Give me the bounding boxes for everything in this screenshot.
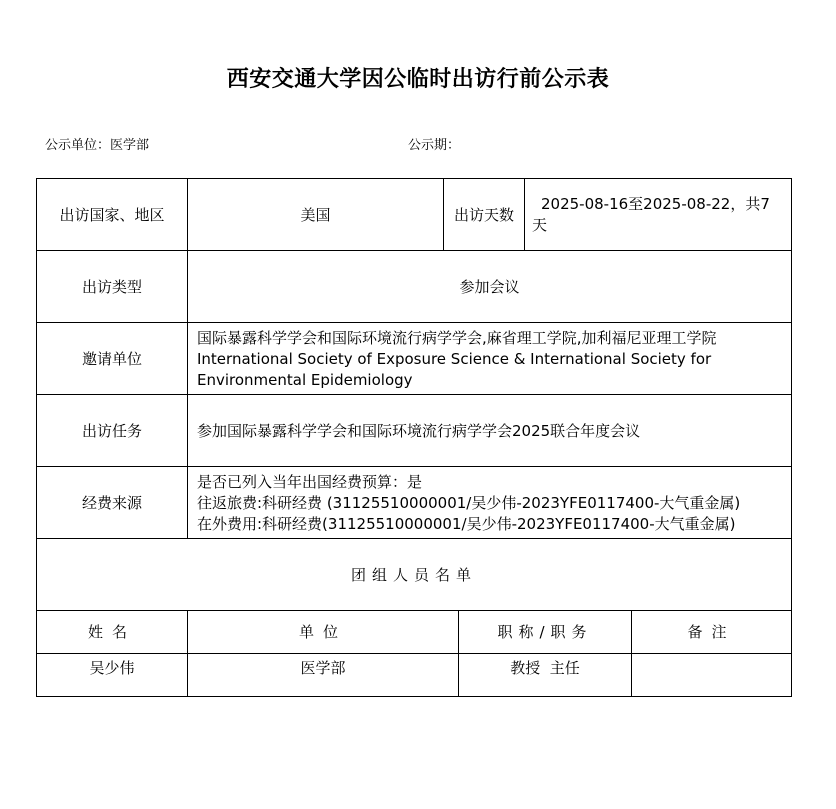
funding-line: 是否已列入当年出国经费预算：是: [197, 472, 423, 491]
member-title: 教授 主任: [510, 659, 580, 677]
member-name: 吴少伟: [89, 659, 135, 677]
disclosure-table: [36, 178, 792, 697]
member-note: [632, 654, 791, 696]
days-value-text: 2025-08-16至2025-08-22，共7天: [532, 195, 770, 234]
invite-value: [188, 323, 791, 395]
publication-period: 公示期：: [408, 138, 461, 153]
funding-value: [188, 467, 791, 539]
task-value: 参加国际暴露科学学会和国际环境流行病学学会2025联合年度会议: [197, 421, 641, 440]
members-col-note: 备注: [687, 623, 736, 641]
days-label: 出访天数: [453, 205, 514, 224]
members-col-title: 职称/职务: [497, 623, 593, 641]
type-value: 参加会议: [459, 277, 520, 296]
days-value: [525, 179, 791, 251]
type-label: 出访类型: [81, 277, 142, 296]
invite-label: 邀请单位: [81, 349, 142, 368]
invite-line: International Society of Exposure Science & International Society for: [197, 349, 712, 368]
invite-line: Environmental Epidemiology: [197, 370, 413, 389]
members-col-unit: 单位: [298, 623, 347, 641]
invite-line: 国际暴露科学学会和国际环境流行病学学会,麻省理工学院,加利福尼亚理工学院: [197, 328, 717, 347]
funding-line: 往返旅费:科研经费 (31125510000001/吴少伟-2023YFE0117400-大气重金属): [197, 493, 741, 512]
members-col-name: 姓名: [87, 623, 136, 641]
country-value: 美国: [300, 205, 331, 224]
funding-label: 经费来源: [81, 493, 142, 512]
country-label: 出访国家、地区: [59, 205, 165, 224]
page-title: 西安交通大学因公临时出访行前公示表: [226, 67, 610, 92]
task-label: 出访任务: [81, 421, 142, 440]
members-heading: 团组人员名单: [350, 565, 477, 584]
member-unit: 医学部: [300, 659, 346, 677]
publishing-unit: 公示单位：医学部: [45, 138, 150, 153]
funding-line: 在外费用:科研经费(31125510000001/吴少伟-2023YFE0117400-大气重金属): [197, 514, 736, 533]
